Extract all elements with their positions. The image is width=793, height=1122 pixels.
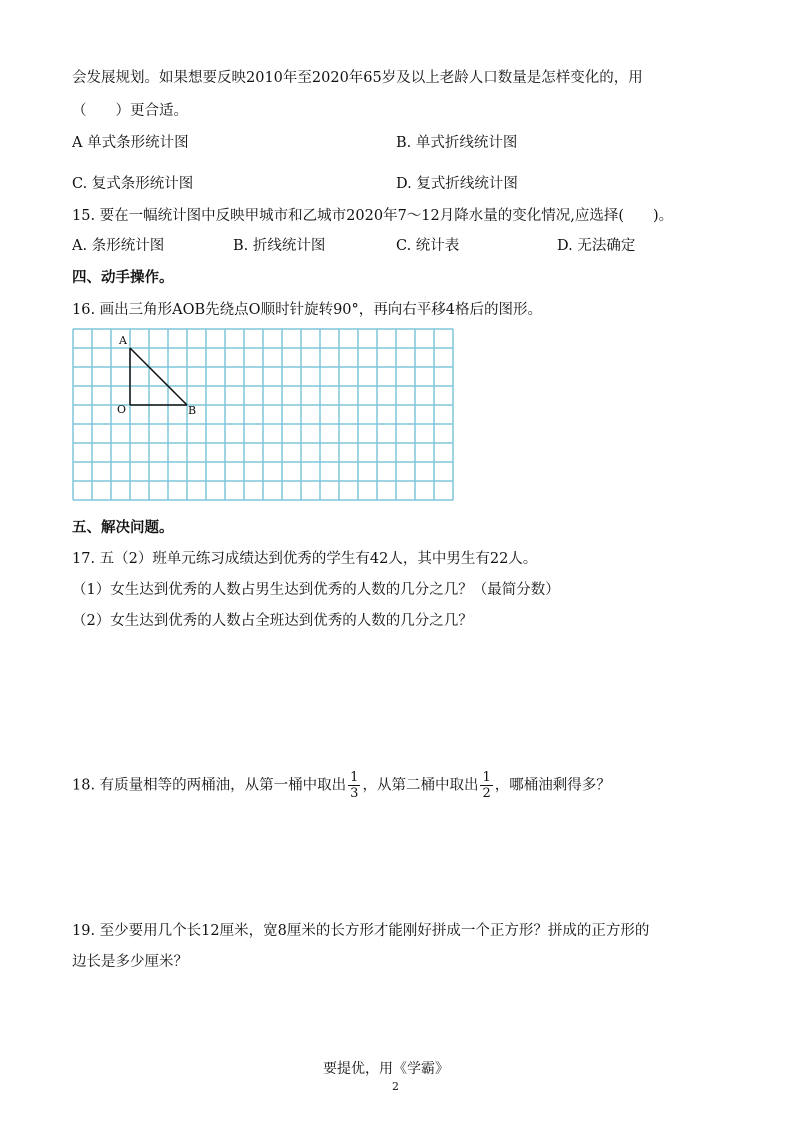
numerator: 1 (482, 770, 491, 785)
q18-part1: 18. 有质量相等的两桶油，从第一桶中取出 (72, 777, 347, 794)
q17-sub2: （2）女生达到优秀的人数占全班达到优秀的人数的几分之几？ (72, 613, 473, 629)
q14-option-c: C. 复式条形统计图 (72, 176, 194, 192)
numerator: 1 (350, 770, 359, 785)
q14-text-line2: （ ）更合适。 (72, 103, 188, 119)
q15-text: 15. 要在一幅统计图中反映甲城市和乙城市2020年7～12月降水量的变化情况,应选择( )。 (72, 208, 674, 224)
fraction-one-half (480, 770, 492, 801)
section-4-heading: 四、动手操作。 (72, 270, 174, 286)
q14-option-d: D. 复式折线统计图 (396, 176, 518, 192)
q18-part3: ，哪桶油剩得多？ (494, 777, 611, 794)
page-number: 2 (392, 1080, 399, 1093)
q18-text (72, 770, 611, 801)
q19-text-line2: 边长是多少厘米？ (72, 954, 188, 970)
q16-text: 16. 画出三角形AOB先绕点O顺时针旋转90°，再向右平移4格后的图形。 (72, 302, 542, 318)
q17-text: 17. 五（2）班单元练习成绩达到优秀的学生有42人，其中男生有22人。 (72, 551, 538, 567)
label-a: A (119, 334, 127, 347)
denominator: 2 (482, 786, 491, 801)
denominator: 3 (350, 786, 359, 801)
q15-option-d: D. 无法确定 (557, 238, 636, 254)
q14-text-line1: 会发展规划。如果想要反映2010年至2020年65岁及以上老龄人口数量是怎样变化的，用 (72, 70, 643, 86)
label-b: B (188, 404, 197, 417)
section-5-heading: 五、解决问题。 (72, 520, 174, 536)
q19-text-line1: 19. 至少要用几个长12厘米，宽8厘米的长方形才能刚好拼成一个正方形？拼成的正方形的 (72, 923, 650, 939)
q15-option-c: C. 统计表 (396, 238, 460, 254)
q17-sub1: （1）女生达到优秀的人数占男生达到优秀的人数的几分之几？（最简分数） (72, 582, 560, 598)
q15-option-a: A. 条形统计图 (72, 238, 165, 254)
q14-option-b: B. 单式折线统计图 (396, 135, 518, 151)
triangle-side-ab (130, 348, 187, 405)
q14-option-a: A 单式条形统计图 (72, 135, 189, 151)
label-o: O (117, 403, 127, 416)
grid-figure (0, 0, 793, 520)
fraction-one-third (348, 770, 360, 801)
footer-slogan: 要提优，用《学霸》 (323, 1061, 449, 1077)
q15-option-b: B. 折线统计图 (233, 238, 326, 254)
q18-part2: ，从第二桶中取出 (362, 777, 479, 794)
